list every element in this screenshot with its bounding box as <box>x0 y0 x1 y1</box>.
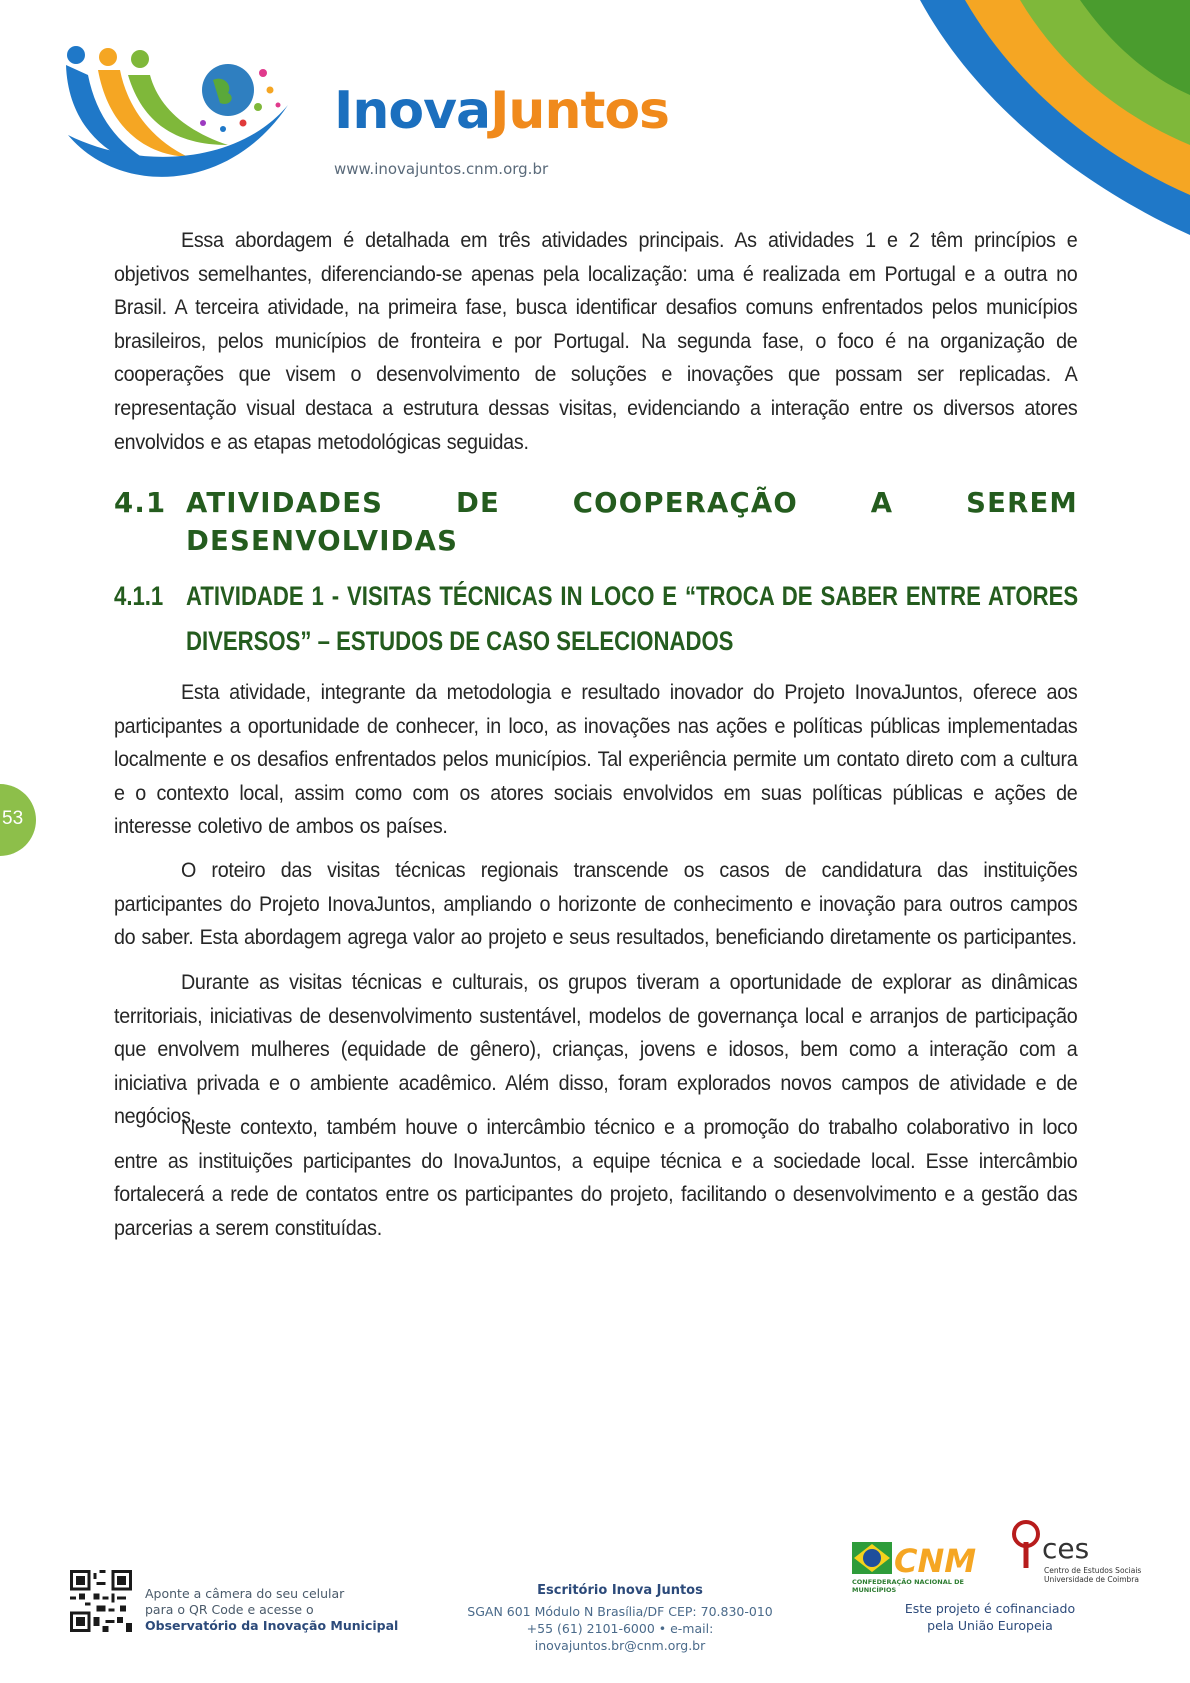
page-number-tab <box>0 784 36 856</box>
qr-caption <box>145 1586 398 1634</box>
ces-line-1: Centro de Estudos Sociais <box>1044 1566 1142 1575</box>
paragraph-block-2 <box>114 854 1078 955</box>
cofin-line-2: pela União Europeia <box>927 1618 1053 1633</box>
qr-code-icon[interactable] <box>70 1570 132 1632</box>
corner-swoosh-decoration <box>870 0 1190 240</box>
brand-inova: Inova <box>334 81 491 141</box>
office-info <box>440 1582 800 1654</box>
ces-logo-text: ces <box>1042 1532 1090 1565</box>
brand-title <box>334 81 669 141</box>
inovajuntos-logo <box>58 45 698 185</box>
ces-line-2: Universidade de Coimbra <box>1044 1575 1139 1584</box>
body-paragraph: Neste contexto, também houve o intercâmbio técnico e a promoção do trabalho colaborativo in loco entre as instituições participantes do InovaJuntos, a equipe técnica e a sociedade local. Esse intercâmbio fortalecerá a rede de contatos entre os participantes do projeto, facilitando o desenvolvimento e a gestão das parcerias a serem constituídas. <box>114 1116 1078 1240</box>
intro-block <box>114 224 1078 459</box>
paragraph-block-4 <box>114 1111 1078 1245</box>
office-contact[interactable]: +55 (61) 2101-6000 • e-mail: inovajuntos.br@cnm.org.br <box>526 1621 714 1653</box>
section-title: ATIVIDADES DE COOPERAÇÃO A SEREM DESENVOLVIDAS <box>186 487 1078 557</box>
paragraph-block-3 <box>114 966 1078 1134</box>
page-number: 53 <box>2 808 24 829</box>
intro-paragraph: Essa abordagem é detalhada em três atividades principais. As atividades 1 e 2 têm princípios e objetivos semelhantes, diferenciando-se apenas pela localização: uma é realizada em Portugal e a outra no Brasil. A terceira atividade, na primeira fase, busca identificar desafios comuns enfrentados pelos municípios brasileiros, pelos municípios de fronteira e por Portugal. Na segunda fase, o foco é na organização de cooperações que visem o desenvolvimento de soluções e inovações que possam ser replicadas. A representação visual destaca a estrutura dessas visitas, evidenciando a interação entre os diversos atores envolvidos e as etapas metodológicas seguidas. <box>114 229 1078 454</box>
body-paragraph: Esta atividade, integrante da metodologia e resultado inovador do Projeto InovaJuntos, oferece aos participantes a oportunidade de conhecer, in loco, as inovações nas ações e políticas públicas implementadas localmente e os desafios enfrentados pelos municípios. Tal experiência permite um contato direto com a cultura e o contexto local, assim como com os atores sociais envolvidos em suas políticas públicas e ações de interesse coletivo de ambos os países. <box>114 681 1078 839</box>
cofinancing-note <box>900 1600 1080 1634</box>
qr-line-1: Aponte a câmera do seu celular <box>145 1586 345 1601</box>
ces-subtitle <box>1044 1566 1144 1584</box>
qr-line-3: Observatório da Inovação Municipal <box>145 1618 399 1633</box>
office-address: SGAN 601 Módulo N Brasília/DF CEP: 70.830-010 <box>467 1604 773 1619</box>
office-title: Escritório Inova Juntos <box>537 1583 703 1598</box>
brand-url: www.inovajuntos.cnm.org.br <box>334 160 549 178</box>
cofin-line-1: Este projeto é cofinanciado <box>904 1601 1076 1616</box>
section-number: 4.1 <box>114 487 167 519</box>
cnm-logo-text: CNM <box>894 1542 977 1580</box>
logo-emblem-icon <box>58 45 318 185</box>
cnm-caption: CONFEDERAÇÃO NACIONAL DE MUNICÍPIOS <box>852 1578 964 1594</box>
qr-line-2: para o QR Code e acesse o <box>145 1602 314 1617</box>
subsection-title: ATIVIDADE 1 - VISITAS TÉCNICAS IN LOCO E “TROCA DE SABER ENTRE ATORES DIVERSOS” – ESTUDOS DE CASO SELECIONADOS <box>186 581 1079 656</box>
brand-juntos: Juntos <box>490 81 669 141</box>
footer <box>0 1500 1190 1683</box>
body-paragraph: O roteiro das visitas técnicas regionais transcende os casos de candidatura das instituições participantes do Projeto InovaJuntos, ampliando o horizonte de conhecimento e inovação para outros campos do saber. Esta abordagem agrega valor ao projeto e seus resultados, beneficiando diretamente os participantes. <box>114 859 1078 950</box>
body-paragraph: Durante as visitas técnicas e culturais, os grupos tiveram a oportunidade de explorar as dinâmicas territoriais, iniciativas de desenvolvimento sustentável, modelos de governança local e arranjos de participação que envolvem mulheres (equidade de gênero), crianças, jovens e idosos, bem como a interação com a iniciativa privada e o ambiente acadêmico. Além disso, foram explorados novos campos de atividade e de negócios. <box>114 971 1078 1129</box>
subsection-number: 4.1.1 <box>114 581 164 611</box>
paragraph-block-1 <box>114 676 1078 844</box>
